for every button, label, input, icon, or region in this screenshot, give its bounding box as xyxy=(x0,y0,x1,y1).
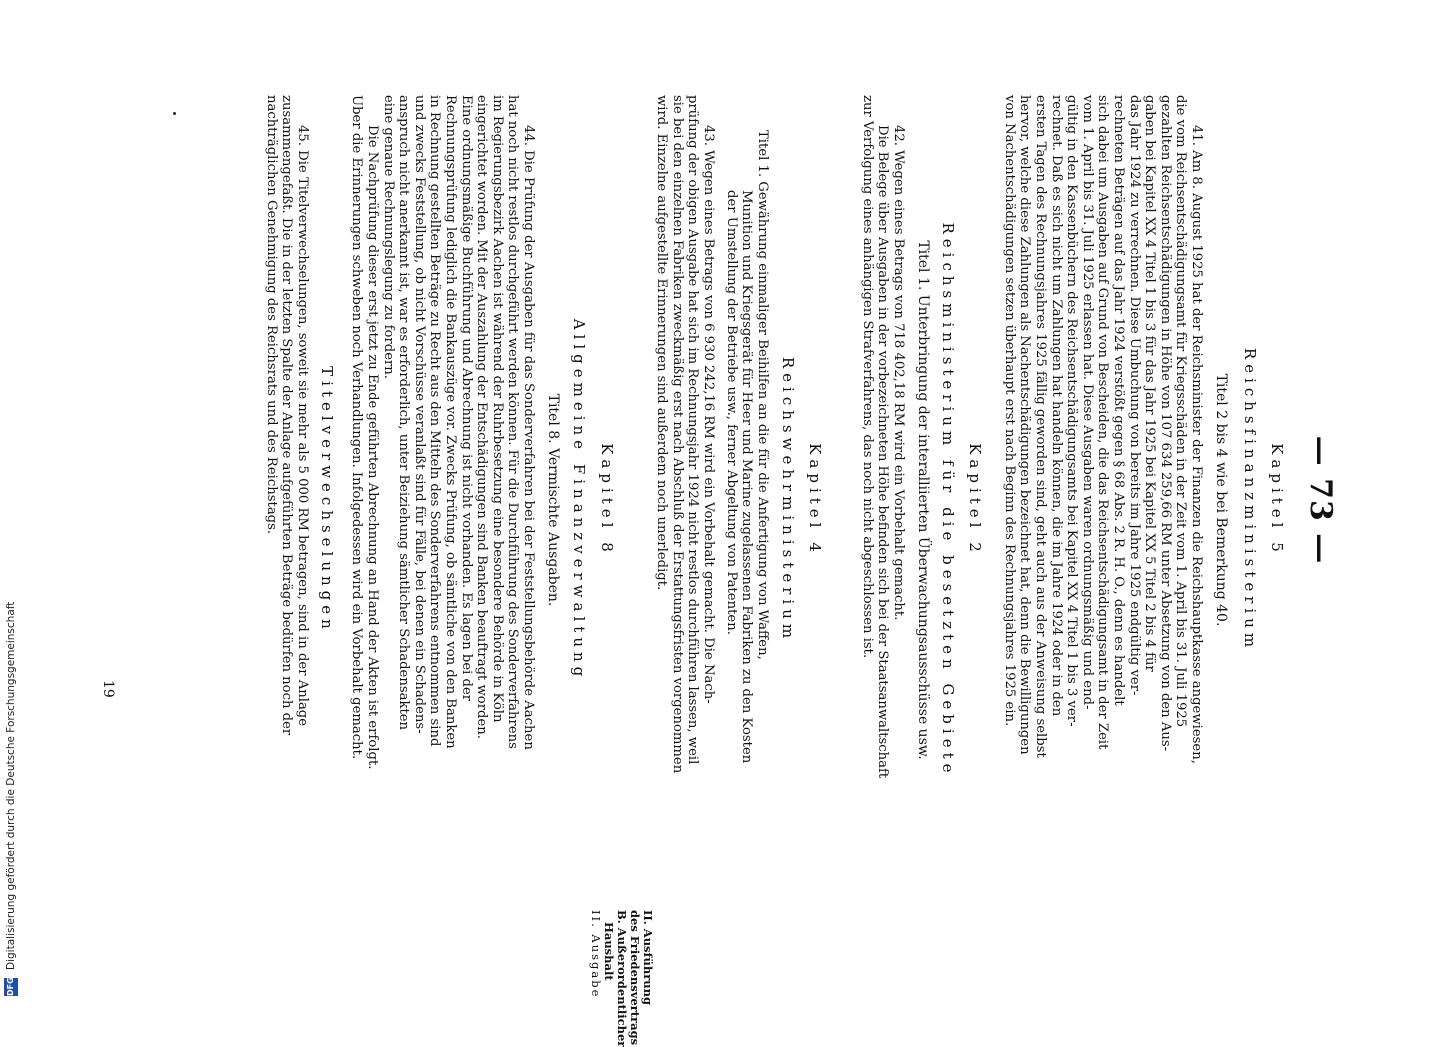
titel-line: der Umstellung der Betriebe usw., ferner Abgeltung von Patenten. xyxy=(723,190,739,635)
paragraph-line: zur Verfolgung eines anhängigen Strafverfahrens, das noch nicht abgeschlossen ist. xyxy=(859,95,875,659)
chapter-8-ministry: Allgemeine Finanzverwaltung xyxy=(570,318,588,682)
chapter-4-ministry: Reichswehrministerium xyxy=(779,356,797,644)
paragraph-line: gültig in den Kassenbüchern des Reichsentschädigungsamts bei Kapitel XX 4 Titel 1 bis 3 ver- xyxy=(1064,95,1080,727)
paragraph-line: Über die Erinnerungen schweben noch Verhandlungen. Infolgedessen wird ein Vorbehalt gemacht. xyxy=(349,95,365,760)
paragraph-line: hat noch nicht restlos durchgeführt werden können. Für die Durchführung des Sonderverfahrens xyxy=(505,95,521,749)
paragraph-line: Die Nachprüfung dieser erst jetzt zu Ende geführten Abrechnung an Hand der Akten ist erfolgt. xyxy=(365,125,381,770)
margin-note-line: B. Außerordentlicher xyxy=(615,910,629,1047)
paragraph-line: zusammengefaßt. Die in der letzten Spalte der Anlage aufgeführten Beträge bedürfen noch der xyxy=(279,95,295,736)
titel-line: Titel 1. Gewährung einmaliger Beihilfen an die für die Anfertigung von Waffen, xyxy=(755,130,770,660)
digitization-credit xyxy=(2,0,20,1000)
scan-dot xyxy=(173,112,176,115)
paragraph-45 xyxy=(263,95,310,895)
chapter-2-label: Kapitel 2 xyxy=(966,443,984,557)
margin-note-line: II. Ausführung xyxy=(641,910,655,1006)
titelverwechselungen-heading: Titelverwechselungen xyxy=(318,366,336,634)
paragraph-line: gaben bei Kapitel XX 4 Titel 1 bis 3 für das Jahr 1925 bei Kapitel XX 5 Titel 2 bis 4 für xyxy=(1142,95,1158,672)
margin-note-line: II. Ausgabe xyxy=(589,910,603,999)
paragraph-line: ersten Tagen des Rechnungsjahres 1925 fällig geworden sind, geht auch aus der Anweisung selbst xyxy=(1033,95,1049,758)
paragraph-line: 43. Wegen eines Betrags von 6 930 242,16 RM wird ein Vorbehalt gemacht. Die Nach- xyxy=(701,125,716,704)
chapter-2-ministry: Reichsministerium für die besetzten Gebiete xyxy=(939,222,957,778)
paragraph-line: rechnet. Daß es sich nicht um Zahlungen hat handeln können, die im Jahre 1924 oder in den xyxy=(1048,95,1064,717)
paragraph-line: vom 1. April bis 31. Juli 1925 erlassen hat. Diese Ausgaben waren ordnungsmäßig und end- xyxy=(1079,95,1095,710)
page-number: — 73 — xyxy=(1303,435,1338,565)
chapter-5-ministry: Reichsfinanzministerium xyxy=(1241,347,1259,653)
dfg-logo: DFG xyxy=(4,978,18,996)
paragraph-line: 45. Die Titelverwechselungen, soweit sie mehr als 5 000 RM betragen, sind in der Anlage xyxy=(295,125,310,727)
chapter-2-titel: Titel 1. Unterbringung der interalliierten Überwachungsausschüsse usw. xyxy=(915,240,931,760)
paragraph-line: Eine ordnungsmäßige Buchführung und Abrechnung ist nicht vorhanden. Es lagen bei der xyxy=(458,95,474,702)
paragraph-line: Die Belege über Ausgaben in der vorbezeichneten Höhe befinden sich bei der Staatsanwaltschaft xyxy=(875,125,891,779)
paragraph-line: hervor, welche diese Zahlungen als Nachentschädigungen bezeichnet hat, denn die Bewilligungen xyxy=(1017,95,1033,755)
paragraph-line: eingerichtet worden. Mit der Auszahlung der Entschädigungen sind Banken beauftragt worden. xyxy=(474,95,490,739)
paragraph-43 xyxy=(654,95,716,895)
paragraph-line: 44. Die Prüfung der Ausgaben für das Sonderverfahren bei der Feststellungsbehörde Aachen xyxy=(521,125,536,750)
paragraph-line: das Jahr 1924 zu verrechnen. Diese Umbuchung von bereits im Jahre 1925 endgültig ver- xyxy=(1126,95,1142,696)
chapter-4-titel xyxy=(723,130,770,860)
chapter-5-label: Kapitel 5 xyxy=(1268,443,1286,557)
paragraph-line: prüfung der obigen Ausgabe hat sich im Rechnungsjahr 1924 nicht restlos durchführen lassen, weil xyxy=(685,95,701,765)
paragraph-line: nachträglichen Genehmigung des Reichsrats und des Reichstags. xyxy=(263,95,279,535)
paragraph-41 xyxy=(1001,95,1204,895)
sheet-number: 19 xyxy=(100,680,116,698)
paragraph-line: die vom Reichsentschädigungsamt für Kriegsschäden in der Zeit vom 1. April bis 31. Juli 1925 xyxy=(1173,95,1189,728)
paragraph-line: anspruch nicht anerkannt ist, war es erforderlich, unter Beiziehung sämtlicher Schadensakten xyxy=(396,95,412,731)
paragraph-line: Rechnungsprüfung lediglich die Bankauszüge vor. Zwecks Prüfung, ob sämtliche von den Banken xyxy=(443,95,459,749)
paragraph-line: im Regierungsbezirk Aachen ist während der Ruhrbesetzung eine besondere Behörde in Köln xyxy=(489,95,505,723)
paragraph-line: sich dabei um Ausgaben auf Grund von Bescheiden, die das Reichsentschädigungsamt in der Zeit xyxy=(1095,95,1111,750)
paragraph-line: wird. Einzelne aufgestellte Erinnerungen sind außerdem noch unerledigt. xyxy=(654,95,670,591)
margin-note-line: des Friedensvertrags xyxy=(628,910,642,1046)
margin-note-line: Haushalt xyxy=(602,922,616,981)
paragraph-line: rechneten Beträgen auf das Jahr 1924 verstößt gegen § 68 Abs. 2 R. H. O., denn es handelt xyxy=(1111,95,1127,706)
credit-text: Digitalisierung gefördert durch die Deutsche Forschungsgemeinschaft xyxy=(5,601,17,970)
paragraph-line: 41. Am 8. August 1925 hat der Reichsminister der Finanzen die Reichshauptkasse angewiesen, xyxy=(1189,125,1204,764)
chapter-8-label: Kapitel 8 xyxy=(598,443,616,557)
paragraph-line: in Rechnung gestellten Beträge zu Recht aus den Mitteln des Sonderverfahrens entnommen sind xyxy=(427,95,443,747)
paragraph-line: eine genaue Rechnungslegung zu fordern. xyxy=(380,95,396,379)
paragraph-line: sie bei den einzelnen Fabriken zweckmäßig erst nach Abschluß der Erstattungsfristen vorgenommen xyxy=(669,95,685,774)
paragraph-line: 42. Wegen eines Betrags von 718 402,18 RM wird ein Vorbehalt gemacht. xyxy=(891,125,906,621)
chapter-8-titel: Titel 8. Vermischte Ausgaben. xyxy=(545,393,561,607)
paragraph-42 xyxy=(859,95,906,895)
chapter-5-titel: Titel 2 bis 4 wie bei Bemerkung 40. xyxy=(1213,373,1229,627)
paragraph-line: gezahlten Reichsentschädigungen in Höhe von 107 634 259,66 RM unter Absetzung von den Aus- xyxy=(1157,95,1173,752)
titel-line: Munition und Kriegsgerät für Heer und Marine zugelassenen Fabriken zu den Kosten xyxy=(739,190,755,764)
paragraph-line: und zwecks Feststellung, ob nicht Vorschüsse veranlaßt sind für Fälle, bei denen ein Schadens- xyxy=(411,95,427,734)
paragraph-44 xyxy=(349,95,536,895)
paragraph-line: von Nachentschädigungen setzen überhaupt erst nach Beginn des Rechnungsjahres 1925 ein. xyxy=(1001,95,1017,727)
chapter-4-label: Kapitel 4 xyxy=(806,443,824,557)
